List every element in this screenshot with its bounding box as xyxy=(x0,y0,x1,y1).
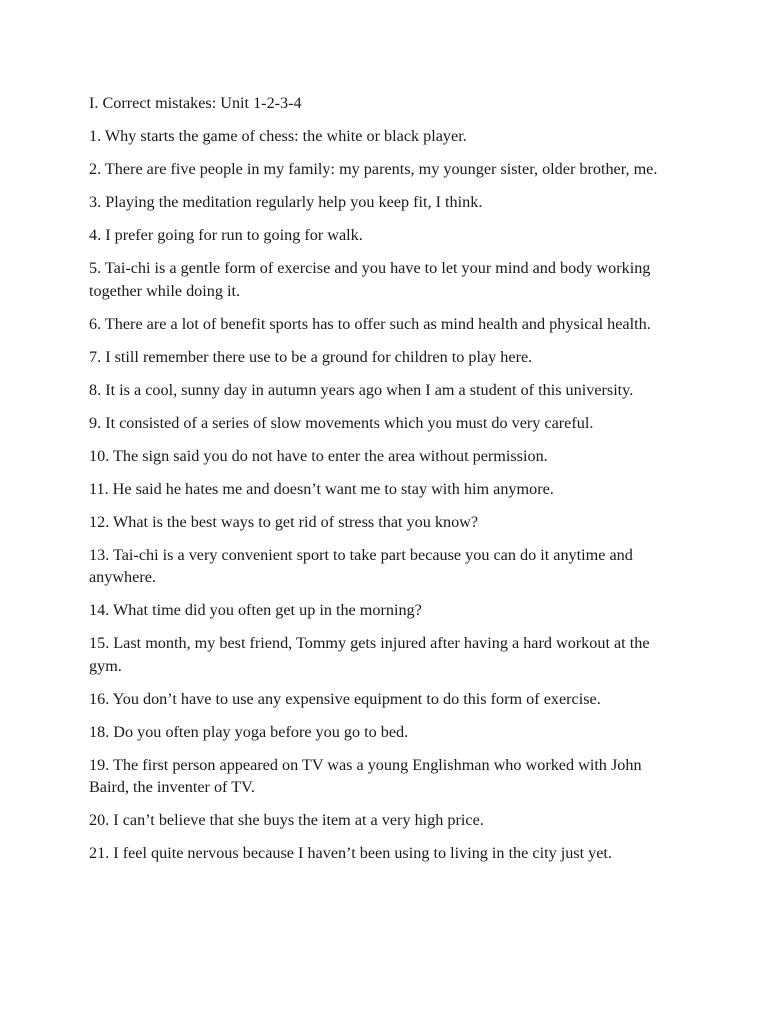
section-heading: I. Correct mistakes: Unit 1-2-3-4 xyxy=(89,94,302,112)
exercise-item-4: 4. I prefer going for run to going for walk. xyxy=(89,226,363,244)
exercise-item-14: 14. What time did you often get up in the morning? xyxy=(89,601,422,619)
exercise-item-3: 3. Playing the meditation regularly help you keep fit, I think. xyxy=(89,193,483,211)
exercise-item-1: 1. Why starts the game of chess: the white or black player. xyxy=(89,127,467,145)
exercise-item-20: 20. I can’t believe that she buys the item at a very high price. xyxy=(89,811,484,829)
exercise-item-8: 8. It is a cool, sunny day in autumn years ago when I am a student of this university. xyxy=(89,380,634,399)
exercise-item-7: 7. I still remember there use to be a ground for children to play here. xyxy=(89,347,533,366)
exercise-item-10: 10. The sign said you do not have to enter the area without permission. xyxy=(89,446,548,465)
exercise-item-15: 15. Last month, my best friend, Tommy gets injured after having a hard workout at the gym. xyxy=(89,634,650,675)
document-content xyxy=(89,92,685,875)
exercise-item-5: 5. Tai-chi is a gentle form of exercise and you have to let your mind and body working together while doing it. xyxy=(89,259,651,300)
exercise-item-18: 18. Do you often play yoga before you go to bed. xyxy=(89,722,409,741)
exercise-item-11: 11. He said he hates me and doesn’t want me to stay with him anymore. xyxy=(89,479,554,498)
exercise-item-12: 12. What is the best ways to get rid of stress that you know? xyxy=(89,512,479,531)
exercise-item-19: 19. The first person appeared on TV was a young Englishman who worked with John Baird, the inventer of TV. xyxy=(89,755,642,796)
exercise-item-9: 9. It consisted of a series of slow movements which you must do very careful. xyxy=(89,413,594,432)
exercise-item-13: 13. Tai-chi is a very convenient sport to take part because you can do it anytime and anywhere. xyxy=(89,545,633,586)
exercise-item-2: 2. There are five people in my family: my parents, my younger sister, older brother, me. xyxy=(89,160,658,178)
exercise-item-6: 6. There are a lot of benefit sports has to offer such as mind health and physical health. xyxy=(89,314,651,333)
exercise-item-21: 21. I feel quite nervous because I haven’t been using to living in the city just yet. xyxy=(89,844,612,862)
exercise-item-16: 16. You don’t have to use any expensive equipment to do this form of exercise. xyxy=(89,689,601,708)
